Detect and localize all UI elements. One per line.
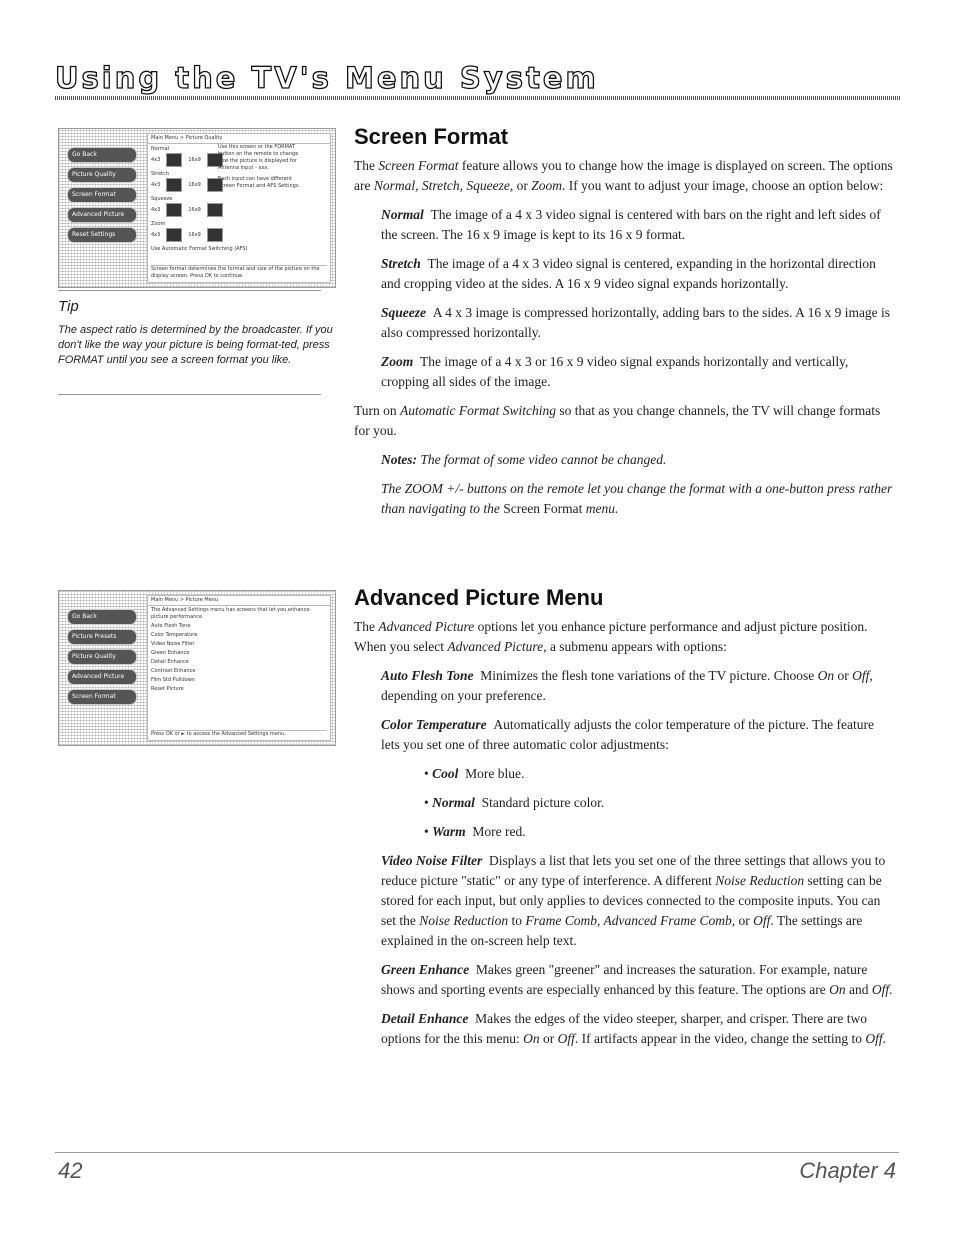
option-label: Stretch [151, 171, 170, 177]
option-a: 4x3 [151, 231, 161, 238]
note-1: Notes: The format of some video cannot be changed. [381, 452, 667, 467]
preview-icon [207, 228, 223, 242]
tip-title: Tip [58, 298, 79, 315]
preview-icon [166, 203, 182, 217]
video-noise-filter: Video Noise Filter Displays a list that lets you set one of the three settings that allows you to reduce picture "static" or any type of interference. A different Noise Reduction setting can be stored for each input, but only applies to devices connected to the composite inputs. You can set the Noise Reduction to Frame Comb, Advanced Frame Comb, or Off. The settings are explained in the on-screen help text. [381, 853, 886, 948]
menu-option: Detail Enhance [151, 659, 189, 665]
advanced-picture-section [354, 585, 894, 1049]
section-intro: The Advanced Picture options let you enhance picture performance and adjust picture position. When you select Advanced Picture, a submenu appears with options: [354, 619, 868, 654]
section-intro: The Screen Format feature allows you to change how the image is displayed on screen. The options are Normal, Stretch, Squeeze, or Zoom. If you want to adjust your image, choose an option below: [354, 158, 893, 193]
option-normal: Normal The image of a 4 x 3 video signal is centered with bars on the right and left sides of the screen. The 16 x 9 image is kept to its 16 x 9 format. [381, 207, 881, 242]
option-zoom: Zoom The image of a 4 x 3 or 16 x 9 video signal expands horizontally and vertically, cropping all sides of the image. [381, 354, 849, 389]
menu-option: Film Std Pulldown [151, 677, 196, 683]
bullet-warm: • Warm More red. [424, 824, 526, 839]
page-header [55, 62, 900, 100]
format-option [151, 196, 248, 217]
option-b: 16x9 [188, 206, 201, 213]
advanced-picture-menu-image [58, 590, 336, 746]
breadcrumb: Main Menu > Picture Menu [148, 596, 330, 606]
menu-item: Go Back [67, 147, 137, 163]
page-number: 42 [58, 1158, 83, 1183]
screen-format-section [354, 124, 894, 519]
chapter-label: Chapter 4 [799, 1158, 896, 1183]
menu-panel [147, 595, 331, 741]
preview-icon [166, 228, 182, 242]
option-a: 4x3 [151, 206, 161, 213]
menu-footer: Press OK or ► to access the Advanced Settings menu. [151, 730, 327, 738]
menu-option: Color Temperature [151, 632, 198, 638]
menu-item: Reset Settings [67, 227, 137, 243]
menu-item: Picture Quality [67, 167, 137, 183]
menu-option: Green Enhance [151, 650, 190, 656]
menu-footer: Screen format determines the format and size of the picture on the display screen. Press OK to continue. [151, 265, 327, 280]
option-squeeze: Squeeze A 4 x 3 image is compressed horizontally, adding bars to the sides. A 16 x 9 image is also compressed horizontally. [381, 305, 891, 340]
menu-option: Contrast Enhance [151, 668, 196, 674]
green-enhance: Green Enhance Makes green "greener" and increases the saturation. For example, nature shows and sporting events are especially enhanced by this feature. The options are On and Off. [381, 962, 893, 997]
footer-rule [55, 1152, 899, 1153]
menu-item: Picture Presets [67, 629, 137, 645]
preview-icon [166, 178, 182, 192]
detail-enhance: Detail Enhance Makes the edges of the video steeper, sharper, and crisper. There are two options for the this menu: On or Off. If artifacts appear in the video, change the setting to Off. [381, 1011, 887, 1046]
option-label: Squeeze [151, 196, 173, 202]
header-rule [55, 96, 900, 100]
menu-item: Screen Format [67, 689, 137, 705]
option-a: 4x3 [151, 181, 161, 188]
section-heading: Advanced Picture Menu [354, 585, 604, 610]
menu-item: Go Back [67, 609, 137, 625]
menu-list [67, 147, 137, 247]
tip-body: The aspect ratio is determined by the broadcaster. If you don't like the way your picture is being format-ted, press FORMAT until you see a screen format you like. [58, 324, 333, 366]
help-text: Each input can have different Screen Format and AFS Settings. [218, 176, 301, 189]
menu-option: Reset Picture [151, 686, 184, 692]
bullet-normal: • Normal Standard picture color. [424, 795, 605, 810]
preview-icon [166, 153, 182, 167]
menu-option: Video Noise Filter [151, 641, 195, 647]
menu-option: Auto Flesh Tone [151, 623, 191, 629]
breadcrumb: Main Menu > Picture Quality [148, 134, 330, 144]
page-title: Using the TV's Menu System [55, 61, 599, 95]
menu-list [67, 609, 137, 709]
bullet-cool: • Cool More blue. [424, 766, 525, 781]
option-b: 16x9 [188, 231, 201, 238]
menu-item: Picture Quality [67, 649, 137, 665]
afs-checkbox-label: Use Automatic Format Switching (AFS) [151, 246, 248, 252]
option-b: 16x9 [188, 156, 201, 163]
afs-paragraph: Turn on Automatic Format Switching so that as you change channels, the TV will change formats for you. [354, 403, 881, 438]
option-b: 16x9 [188, 181, 201, 188]
menu-panel [147, 133, 331, 283]
preview-icon [207, 203, 223, 217]
menu-item: Advanced Picture [67, 207, 137, 223]
auto-flesh-tone: Auto Flesh Tone Minimizes the flesh tone variations of the TV picture. Choose On or Off, depending on your preference. [381, 668, 873, 703]
section-heading: Screen Format [354, 124, 509, 149]
option-stretch: Stretch The image of a 4 x 3 video signal is centered, expanding in the horizontal direction and cropping video at the sides. A 16 x 9 video signal expands horizontally. [381, 256, 876, 291]
color-temperature: Color Temperature Automatically adjusts the color temperature of the picture. The feature lets you set one of three automatic color adjustments: [381, 717, 874, 752]
option-label: Normal [151, 146, 170, 152]
menu-item: Screen Format [67, 187, 137, 203]
tip-rule-bottom [58, 394, 321, 395]
tip-rule-top [58, 290, 321, 291]
option-label: Zoom [151, 221, 166, 227]
help-text: Use this screen or the FORMAT button on the remote to change how the picture is displayed for Antenna input - xxx. [218, 144, 299, 171]
format-option [151, 221, 248, 242]
note-2: The ZOOM +/- buttons on the remote let you change the format with a one-button press rather than navigating to the Screen Format menu. [381, 481, 893, 516]
menu-description: The Advanced Settings menu has screens that let you enhance picture performance. [151, 607, 310, 620]
menu-item: Advanced Picture [67, 669, 137, 685]
option-a: 4x3 [151, 156, 161, 163]
screen-format-menu-image [58, 128, 336, 288]
